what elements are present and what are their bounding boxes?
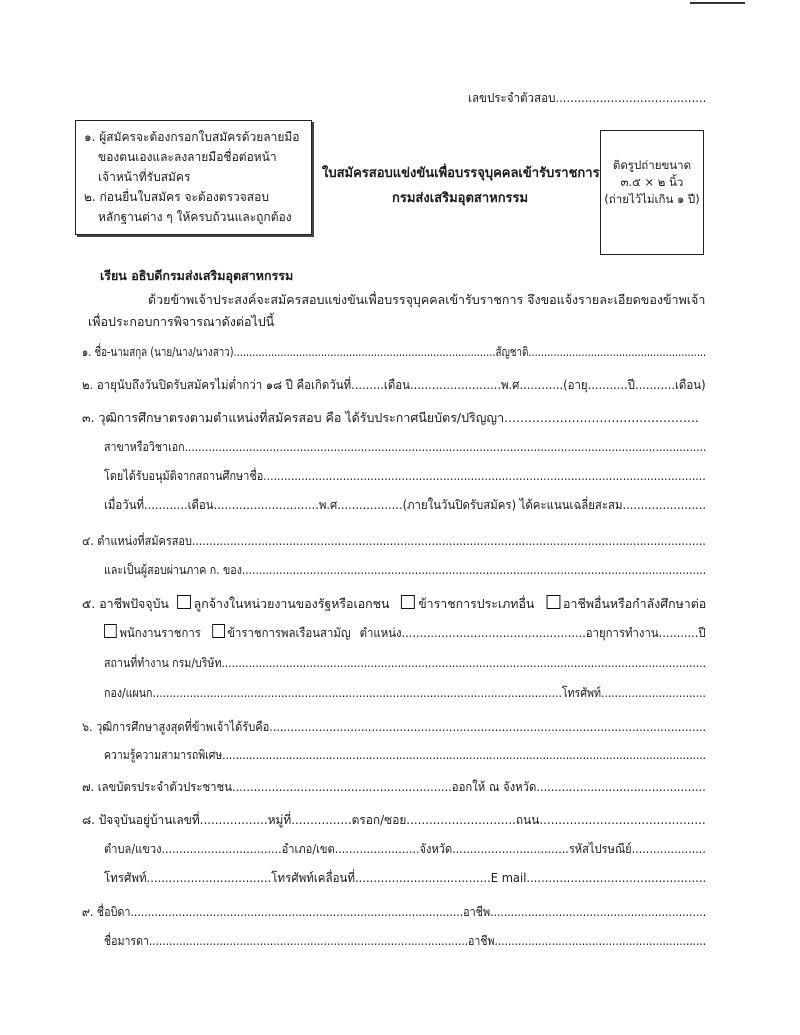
field-address-line2[interactable]: ตำบล/แขวง..................................อำเภอ/เขต........................จังหวัด.................................รหัสไปรษณีย์..................... — [104, 841, 706, 856]
occupation-row-2 — [104, 623, 706, 643]
field-qualification[interactable]: ๓. วุฒิการศึกษาตรงตามตำแหน่งที่สมัครสอบ คือ ได้รับประกาศนียบัตร/ปริญญา................................................. — [82, 410, 699, 425]
occupation-checkbox-gov-employee[interactable] — [104, 624, 117, 638]
note-line-3: เจ้าหน้าที่รับสมัคร — [98, 170, 191, 184]
field-job-position-tenure[interactable]: ตำแหน่ง...................................................อายุการทำงาน...........ปี — [359, 625, 706, 640]
field-name-nationality[interactable]: ๑. ชื่อ-นามสกุล (นาย/นาง/นางสาว)....................................................................................สัญชาติ......................................................... — [82, 344, 707, 359]
salutation: เรียน อธิบดีกรมส่งเสริมอุตสาหกรรม — [100, 268, 294, 283]
occupation-checkbox-other-official[interactable] — [401, 595, 415, 609]
field-position-applied[interactable]: ๔. ตำแหน่งที่สมัครสอบ.................................................................................................................................................... — [82, 533, 706, 548]
top-edge-rule — [690, 2, 745, 4]
occupation-option-civil-servant: ข้าราชการพลเรือนสามัญ — [227, 625, 351, 640]
occupation-option-employee: ลูกจ้างในหน่วยงานของรัฐหรือเอกชน — [193, 596, 390, 611]
intro-line-1: ด้วยข้าพเจ้าประสงค์จะสมัครสอบแข่งขันเพื่อบรรจุบุคคลเข้ารับราชการ จึงขอแจ้งรายละเอียดของข้าพเจ้า — [148, 292, 706, 307]
field-phone-email[interactable]: โทรศัพท์..................................โทรศัพท์เคลื่อนที่.....................................E mail................................................. — [104, 870, 707, 885]
field-major[interactable]: สาขาหรือวิชาเอก.......................................................................................................................................................... — [104, 439, 707, 454]
photo-placeholder — [600, 130, 704, 255]
intro-line-2: เพื่อประกอบการพิจารณาดังต่อไปนี้ — [88, 314, 275, 329]
note-line-2: ของตนเองและลงลายมือชื่อต่อหน้า — [98, 150, 277, 164]
field-birthdate-age[interactable]: ๒. อายุนับถึงวันปิดรับสมัครไม่ต่ำกว่า ๑๘ ปี คือเกิดวันที่.........เดือน.........................พ.ศ............(อายุ...........ปี...........เดือน) — [82, 377, 706, 392]
form-title-line2: กรมส่งเสริมอุตสาหกรรม — [392, 191, 529, 206]
field-division-phone[interactable]: กอง/แผนก.........................................................................................................................โทรศัพท์............................... — [104, 685, 706, 700]
occupation-checkbox-civil-servant[interactable] — [212, 624, 225, 638]
occupation-option-gov-employee: พนักงานราชการ — [119, 625, 201, 640]
photo-text-1: ติดรูปถ่ายขนาด — [612, 158, 692, 172]
field-graduation-date-gpa[interactable]: เมื่อวันที่............เดือน.............................พ.ศ..................(ภายในวันปิดรับสมัคร) ได้คะแนนเฉลี่ยสะสม....................... — [104, 497, 707, 512]
occupation-checkbox-employee[interactable] — [177, 595, 191, 609]
occupation-option-other-student: อาชีพอื่นหรือกำลังศึกษาต่อ — [563, 596, 707, 611]
field-workplace[interactable]: สถานที่ทำงาน กรม/บริษัท............................................................................................................................................... — [104, 655, 706, 670]
field-mother[interactable]: ชื่อมารดา...............................................................................................อาชีพ............................................................... — [104, 933, 707, 948]
note-line-5: หลักฐานต่าง ๆ ให้ครบถ้วนและถูกต้อง — [98, 210, 292, 224]
form-title-line1: ใบสมัครสอบแข่งขันเพื่อบรรจุบุคคลเข้ารับราชการ — [322, 166, 600, 181]
note-line-4: ๒. ก่อนยื่นใบสมัคร จะต้องตรวจสอบ — [84, 190, 269, 204]
instructions-box — [75, 120, 312, 235]
occupation-checkbox-other-student[interactable] — [546, 595, 560, 609]
field-special-skills[interactable]: ความรู้ความสามารถพิเศษ................................................................................................................................................. — [104, 747, 707, 762]
field-institution[interactable]: โดยได้รับอนุมัติจากสถานศึกษาชื่อ................................................................................................................................ — [104, 468, 706, 483]
photo-text-3: (ถ่ายไว้ไม่เกิน ๑ ปี) — [604, 192, 700, 206]
occupation-row-1 — [82, 594, 706, 614]
field-national-id[interactable]: ๗. เลขบัตรประจำตัวประชาชน.............................................................ออกให้ ณ จังหวัด............................................... — [82, 779, 706, 794]
photo-text-2: ๓.๕ × ๒ นิ้ว — [620, 175, 684, 189]
exam-id-field: เลขประจำตัวสอบ......................................... — [468, 90, 707, 105]
occupation-option-other-official: ข้าราชการประเภทอื่น — [418, 596, 535, 611]
note-line-1: ๑. ผู้สมัครจะต้องกรอกใบสมัครด้วยลายมือ — [84, 130, 300, 144]
occupation-label: ๕. อาชีพปัจจุบัน — [82, 596, 169, 611]
field-address-line1[interactable]: ๘. ปัจจุบันอยู่บ้านเลขที่..................หมู่ที่................ตรอก/ซอย.............................ถนน............................................ — [82, 812, 706, 827]
field-highest-education[interactable]: ๖. วุฒิการศึกษาสูงสุดที่ข้าพเจ้าได้รับคือ............................................................................................................................ — [82, 719, 707, 734]
field-father[interactable]: ๙. ชื่อบิดา.................................................................................................อาชีพ............................................................... — [82, 904, 707, 919]
field-part-a-passed[interactable]: และเป็นผู้สอบผ่านภาค ก. ของ......................................................................................................................................... — [104, 562, 707, 577]
